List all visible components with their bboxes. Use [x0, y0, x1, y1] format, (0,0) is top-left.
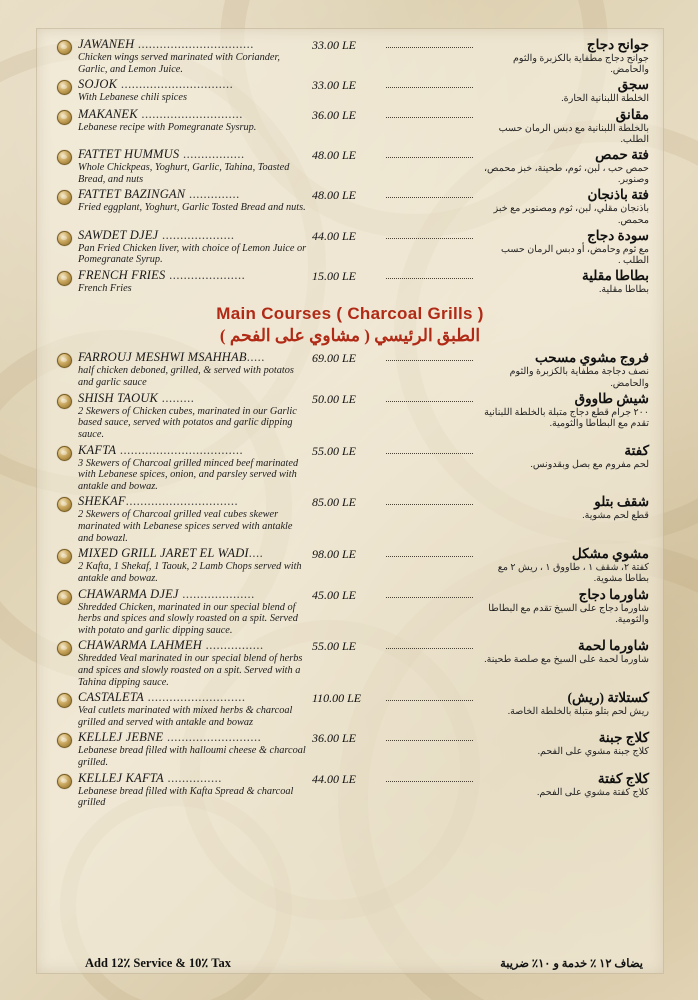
menu-item-description-arabic: كفتة ٢، شقف ١ ، طاووق ١ ، ريش ٢ مع بطاطا مشوية. [497, 562, 649, 585]
bullet-icon [57, 80, 72, 95]
menu-item-description: Shredded Veal marinated in our special blend of herbs and spices and slowly roasted on a spit. Served with a Tahina dipping sauce. [78, 653, 303, 688]
menu-item-description-arabic: جوانح دجاج مطفاية بالكزبرة والثوم والحامض. [512, 53, 649, 76]
menu-item [47, 771, 653, 811]
menu-item-right [473, 147, 653, 185]
menu-item-left [78, 771, 312, 809]
dot-leader [386, 86, 473, 88]
menu-item-name-arabic: فروج مشوي مسحب [535, 350, 649, 366]
menu-item-left [78, 37, 312, 75]
menu-item-name-arabic: شاورما لحمة [577, 638, 649, 654]
menu-item-description-arabic: شاورما لحمة على السيخ مع صلصة طحينة. [484, 654, 649, 666]
menu-item-name: FRENCH FRIES ..................... [78, 268, 246, 283]
menu-item-right [473, 546, 653, 584]
menu-item-name: SOJOK ............................... [78, 77, 234, 92]
menu-item-description: half chicken deboned, grilled, & served with potatos and garlic sauce [78, 365, 294, 389]
menu-item-description: Fried eggplant, Yoghurt, Garlic Tosted Bread and nuts. [78, 202, 306, 214]
menu-item [47, 77, 653, 106]
bullet-icon [57, 497, 72, 512]
menu-item-price: 50.00 LE [312, 391, 357, 406]
menu-item-name-arabic: بطاطا مقلية [581, 268, 649, 284]
menu-item [47, 690, 653, 730]
bullet-icon [57, 774, 72, 789]
menu-item-name-arabic: شقف بتلو [594, 494, 649, 510]
dot-leader [386, 780, 473, 782]
menu-item [47, 107, 653, 147]
menu-item-name-arabic: كلاج كفتة [597, 770, 649, 786]
menu-item [47, 587, 653, 639]
menu-item-price: 15.00 LE [312, 269, 357, 284]
menu-item-name-arabic: كلاج جبنة [598, 730, 649, 746]
bullet-icon [57, 590, 72, 605]
menu-item [47, 494, 653, 546]
menu-item-right [473, 391, 653, 429]
menu-item [47, 268, 653, 297]
bullet-icon [57, 150, 72, 165]
menu-item-right [473, 187, 653, 225]
menu-item-description: Whole Chickpeas, Yoghurt, Garlic, Tahina, Toasted Bread, and nuts [78, 162, 290, 185]
menu-item-description: 2 Skewers of Chicken cubes, marinated in our Garlic based sauce, served with potatos and garlic dipping sauce. [78, 405, 297, 441]
bullet-icon [57, 549, 72, 564]
menu-item-description: With Lebanese chili spices [78, 92, 187, 104]
menu-item-right [473, 107, 653, 145]
menu-item-price: 33.00 LE [312, 78, 357, 93]
menu-item-left [78, 587, 312, 637]
menu-item-name-arabic: سجق [617, 77, 649, 93]
bullet-icon [57, 446, 72, 461]
menu-item-name: FATTET HUMMUS ................. [78, 147, 245, 162]
menu-item-name-arabic: سودة دجاج [587, 227, 649, 243]
main-courses-list [47, 350, 653, 810]
menu-item [47, 187, 653, 227]
bullet-icon [57, 190, 72, 205]
dot-leader [386, 277, 473, 279]
menu-item-left [78, 107, 312, 134]
menu-item-right [473, 268, 653, 295]
menu-item [47, 147, 653, 187]
bullet-icon [57, 733, 72, 748]
menu-item-price: 85.00 LE [312, 495, 357, 510]
menu-item-description-arabic: ريش لحم بتلو متبلة بالخلطة الخاصة. [507, 706, 649, 718]
menu-item [47, 391, 653, 443]
menu-item-price: 110.00 LE [312, 691, 362, 706]
dot-leader [386, 555, 473, 557]
menu-item-name-arabic: مقانق [615, 106, 649, 122]
menu-item-price: 98.00 LE [312, 547, 357, 562]
menu-item-description: French Fries [78, 283, 132, 295]
menu-item-right [473, 37, 653, 75]
menu-item [47, 546, 653, 586]
bullet-icon [57, 693, 72, 708]
footer-note [47, 955, 653, 971]
menu-item-name-arabic: كستلاتة (ريش) [567, 690, 649, 706]
menu-item-name: SAWDET DJEJ .................... [78, 227, 235, 242]
dot-leader [386, 739, 473, 741]
menu-item-price: 44.00 LE [312, 228, 357, 243]
menu-item-description-arabic: شاورما دجاج على السيخ تقدم مع البطاطا والثومية. [488, 602, 649, 625]
menu-item-left [78, 187, 312, 214]
menu-item-left [78, 730, 312, 768]
menu-item-left [78, 350, 312, 388]
menu-item-right [473, 228, 653, 266]
menu-item-right [473, 587, 653, 625]
menu-item-name-arabic: جوانح دجاج [586, 37, 649, 52]
menu-item-name-arabic: مشوي مشكل [571, 546, 649, 562]
dot-leader [386, 196, 473, 198]
menu-item-left [78, 638, 312, 688]
menu-item-description-arabic: مع ثوم وحامض، أو دبس الرمان حسب الطلب . [500, 243, 649, 267]
menu-item-description-arabic: قطع لحم مشوية. [582, 510, 649, 522]
menu-item [47, 228, 653, 268]
menu-item-description: 2 Kafta, 1 Shekaf, 1 Taouk, 2 Lamb Chops served with antakle and bowaz. [78, 561, 302, 584]
menu-content [47, 37, 653, 965]
bullet-icon [57, 40, 72, 55]
menu-item-description-arabic: ٢٠٠ جرام قطع دجاج متبلة بالخلطة اللبنانية تقدم مع البطاطا والثومية. [484, 406, 649, 430]
menu-item-right [473, 443, 653, 470]
menu-item-description-arabic: بالخلطة اللبنانية مع دبس الرمان حسب الطلب. [498, 122, 649, 145]
menu-item-price: 45.00 LE [312, 587, 357, 602]
menu-item-description-arabic: باذنجان مقلي، لبن، ثوم ومصنوبر مع خبز محمص. [493, 203, 649, 226]
menu-item-name: KAFTA .................................. [78, 442, 244, 457]
menu-item [47, 730, 653, 770]
menu-item-left [78, 546, 312, 584]
section-title-arabic: الطبق الرئيسي ( مشاوي على الفحم ) [219, 326, 481, 346]
menu-item-price: 55.00 LE [312, 443, 357, 458]
appetizers-list [47, 37, 653, 297]
menu-item-left [78, 147, 312, 185]
dot-leader [386, 647, 473, 649]
menu-item [47, 37, 653, 77]
menu-item-name: CASTALETA ........................... [78, 690, 246, 705]
menu-item-name: MAKANEK ............................ [78, 106, 243, 121]
dot-leader [386, 596, 473, 598]
menu-item-description: Lebanese bread filled with halloumi cheese & charcoal grilled. [78, 745, 306, 768]
menu-item-name: FATTET BAZINGAN .............. [78, 187, 240, 202]
service-charge-note-english: Add 12٪ Service & 10٪ Tax [85, 956, 231, 970]
menu-item-left [78, 443, 312, 493]
menu-item-name-arabic: شيش طاووق [574, 390, 649, 406]
menu-item-description: Lebanese bread filled with Kafta Spread & charcoal grilled [78, 785, 294, 809]
menu-item [47, 443, 653, 495]
menu-item-description-arabic: كلاج كفتة مشوي على الفحم. [536, 786, 649, 798]
menu-item-name: KELLEJ KAFTA ............... [78, 770, 222, 785]
menu-item-right [473, 730, 653, 757]
bullet-icon [57, 353, 72, 368]
menu-item-description-arabic: حمص حب ، لبن، ثوم، طحينة، خبز محمص، وصنوبر. [483, 163, 649, 186]
menu-item-description-arabic: كلاج جبنة مشوي على الفحم. [537, 746, 649, 758]
menu-item-name: KELLEJ JEBNE .......................... [78, 730, 262, 745]
menu-item-price: 48.00 LE [312, 148, 357, 163]
dot-leader [386, 156, 473, 158]
menu-item-price: 36.00 LE [312, 107, 357, 122]
menu-item-description: Veal cutlets marinated with mixed herbs & charcoal grilled and served with antakle and bowaz [78, 705, 293, 728]
menu-item-left [78, 391, 312, 441]
menu-item-left [78, 268, 312, 295]
menu-item-right [473, 638, 653, 665]
menu-item [47, 638, 653, 690]
menu-item-price: 69.00 LE [312, 351, 357, 366]
menu-item-description-arabic: لحم مفروم مع بصل وبقدونس. [530, 458, 649, 470]
dot-leader [386, 237, 473, 239]
menu-item-name-arabic: شاورما دجاج [578, 586, 649, 602]
bullet-icon [57, 394, 72, 409]
menu-item-price: 33.00 LE [312, 38, 357, 52]
menu-item-right [473, 77, 653, 104]
menu-item-name: CHAWARMA LAHMEH ................ [78, 638, 264, 653]
bullet-icon [57, 231, 72, 246]
menu-item-left [78, 228, 312, 266]
menu-item-description: Shredded Chicken, marinated in our special blend of herbs and spices and slowly roasted on a spit. Served with potato and garlic dipping sauce. [78, 601, 298, 636]
dot-leader [386, 116, 473, 118]
menu-item-description: Chicken wings served marinated with Coriander, Garlic, and Lemon Juice. [78, 52, 280, 75]
menu-item-price: 55.00 LE [312, 639, 357, 654]
menu-item-name: CHAWARMA DJEJ .................... [78, 586, 255, 601]
menu-item-description: 3 Skewers of Charcoal grilled minced beef marinated with Lebanese spices, onion, and parsley served with antakle and bowaz. [78, 457, 299, 492]
menu-item-name-arabic: كفتة [624, 442, 649, 458]
service-charge-note-arabic: يضاف ١٢ ٪ خدمة و ١٠٪ ضريبة [500, 958, 643, 970]
menu-item-name-arabic: فتة باذنجان [587, 187, 649, 203]
bullet-icon [57, 271, 72, 286]
bullet-icon [57, 110, 72, 125]
menu-item-left [78, 494, 312, 544]
dot-leader [386, 503, 473, 505]
menu-item-price: 44.00 LE [312, 771, 357, 786]
menu-item-name-arabic: فتة حمص [595, 147, 649, 163]
bullet-icon [57, 641, 72, 656]
section-title-english: Main Courses ( Charcoal Grills ) [216, 304, 484, 324]
menu-item-name: JAWANEH ................................ [78, 37, 254, 51]
menu-item-description: 2 Skewers of Charcoal grilled veal cubes skewer marinated with Lebanese spices served with antakle and bowazl. [78, 509, 293, 544]
menu-item [47, 350, 653, 390]
dot-leader [386, 699, 473, 701]
menu-item-price: 36.00 LE [312, 731, 357, 746]
menu-item-description-arabic: الخلطة اللبنانية الحارة. [561, 93, 649, 105]
menu-item-right [473, 771, 653, 798]
dot-leader [386, 400, 473, 402]
dot-leader [386, 359, 473, 361]
menu-item-left [78, 77, 312, 104]
menu-item-description: Pan Fried Chicken liver, with choice of Lemon Juice or Pomegranate Syrup. [78, 242, 307, 266]
section-header [47, 304, 653, 346]
menu-item-right [473, 350, 653, 388]
menu-item-description-arabic: بطاطا مقلية. [598, 284, 649, 296]
menu-item-right [473, 690, 653, 717]
menu-item-description-arabic: نصف دجاجة مطفاية بالكزبرة والثوم والحامض. [509, 366, 649, 389]
menu-item-name: SHISH TAOUK ......... [78, 390, 195, 405]
menu-item-price: 48.00 LE [312, 188, 357, 203]
menu-item-left [78, 690, 312, 728]
menu-item-name: FARROUJ MESHWI MSAHHAB..... [78, 350, 265, 365]
menu-item-name: SHEKAF............................... [78, 494, 239, 509]
menu-item-description: Lebanese recipe with Pomegranate Sysrup. [78, 121, 257, 133]
menu-item-name: MIXED GRILL JARET EL WADI.... [78, 546, 264, 561]
menu-item-right [473, 494, 653, 521]
dot-leader [386, 452, 473, 454]
dot-leader [386, 46, 473, 48]
menu-sheet [36, 28, 664, 974]
